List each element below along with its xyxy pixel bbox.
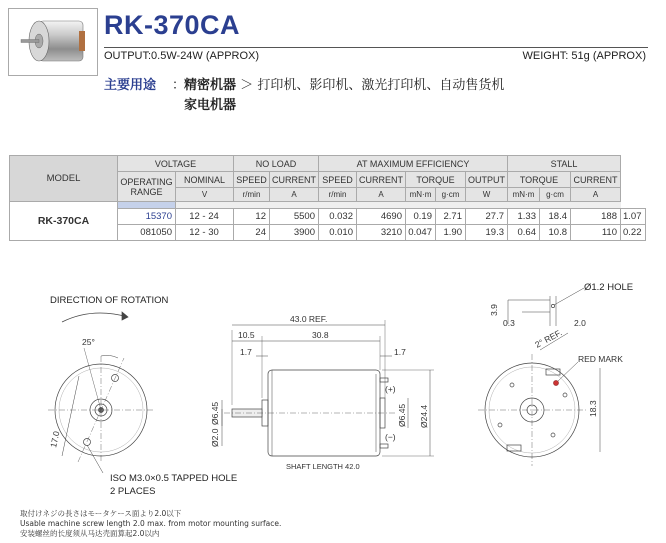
dim-18-3-label: 18.3: [588, 400, 598, 417]
front-view: [48, 312, 154, 473]
red-mark-label: RED MARK: [578, 354, 623, 364]
rear-vent-1: [510, 383, 514, 387]
tapped-leader: [87, 445, 103, 473]
group-no-load: NO LOAD: [234, 156, 319, 172]
model-title: RK-370CA: [104, 10, 241, 40]
tapped-hole-label-2: 2 PLACES: [110, 486, 156, 497]
dim-d645a-label: Ø6.45: [210, 401, 220, 425]
red-mark-leader: [558, 362, 578, 381]
dim-1-7a-label: 1.7: [240, 347, 252, 357]
dim-d2-label: Ø2.0: [210, 428, 220, 447]
applications-arrow: ＞: [240, 78, 254, 93]
h-nominal: NOMINAL: [176, 172, 234, 188]
dim-d244-label: Ø24.4: [419, 404, 429, 428]
spec-table: [9, 155, 646, 241]
applications-line-1: [184, 74, 504, 93]
side-view: [222, 320, 434, 456]
dim-1-7b-label: 1.7: [394, 347, 406, 357]
title-divider: [104, 47, 648, 48]
angle-25-label: 25°: [82, 337, 95, 347]
u-st-torque-mnm: mN·m: [508, 188, 540, 202]
me-output-cell: 0.64: [508, 225, 540, 241]
nl-speed-cell: 5500: [270, 209, 319, 225]
u-me-speed: r/min: [319, 188, 357, 202]
st-torque-mnm-cell: 10.8: [540, 225, 571, 241]
weight-rating: WEIGHT: 51g (APPROX): [522, 50, 646, 62]
rotation-arrow: [62, 313, 128, 322]
nominal-cell: 12: [234, 209, 270, 225]
dim-3-9-label: 3.9: [489, 304, 499, 316]
h-me-speed: SPEED: [319, 172, 357, 188]
me-torque-gcm-cell: 19.3: [466, 225, 508, 241]
dim-30-8-label: 30.8: [312, 330, 329, 340]
u-me-torque-gcm: g·cm: [436, 188, 466, 202]
code-cell: 081050: [118, 225, 176, 241]
applications-label: 主要用途: [104, 78, 157, 93]
h-me-output: OUTPUT: [466, 172, 508, 188]
me-torque-gcm-cell: 27.7: [466, 209, 508, 225]
u-me-output: W: [466, 188, 508, 202]
nl-speed-cell: 3900: [270, 225, 319, 241]
h-me-torque: TORQUE: [406, 172, 466, 188]
u-nl-speed: r/min: [234, 188, 270, 202]
st-torque-mnm-cell: 18.4: [540, 209, 571, 225]
me-torque-mnm-cell: 2.71: [436, 209, 466, 225]
h-nl-speed: SPEED: [234, 172, 270, 188]
minus-terminal: (−): [385, 432, 396, 442]
applications-items: 打印机、影印机、激光打印机、自动售货机: [257, 78, 505, 93]
applications-primary: 精密机器: [184, 78, 237, 93]
hole-leader: [554, 288, 584, 305]
angle-arc: [101, 355, 118, 358]
applications-colon: ：: [172, 78, 186, 93]
applications-secondary: 家电机器: [184, 98, 237, 113]
dim-17-label: 17.0: [48, 430, 62, 449]
terminal-minus: [380, 444, 388, 448]
me-output-cell: 1.33: [508, 209, 540, 225]
dim-43-label: 43.0 REF.: [290, 314, 328, 324]
hole-label: Ø1.2 HOLE: [584, 282, 634, 293]
rear-vent-4: [563, 393, 567, 397]
nl-current-cell: 0.032: [319, 209, 357, 225]
col-model: MODEL: [10, 156, 118, 202]
h-me-current: CURRENT: [357, 172, 406, 188]
rear-terminal-bottom: [507, 445, 521, 451]
u-me-current: A: [357, 188, 406, 202]
dim-10-5-label: 10.5: [238, 330, 255, 340]
shaft-length: SHAFT LENGTH 42.0: [286, 462, 360, 471]
nl-current-cell: 0.010: [319, 225, 357, 241]
terminal-plus: [380, 378, 388, 382]
u-st-current: A: [571, 188, 621, 202]
rear-vent-3: [498, 423, 502, 427]
tapped-hole-bottom: [84, 439, 91, 446]
st-torque-gcm-cell: 110: [571, 225, 621, 241]
h-st-torque: TORQUE: [508, 172, 571, 188]
h-range: RANGE: [130, 186, 163, 197]
st-current-cell: 0.22: [621, 225, 646, 241]
group-stall: STALL: [508, 156, 621, 172]
gap-cell: [176, 202, 621, 209]
st-torque-gcm-cell: 188: [571, 209, 621, 225]
nominal-cell: 24: [234, 225, 270, 241]
code-cell: 15370: [118, 209, 176, 225]
motor-photo: [8, 8, 98, 76]
h-st-current: CURRENT: [571, 172, 621, 188]
me-speed-cell: 4690: [357, 209, 406, 225]
dim-2-0-label: 2.0: [574, 318, 586, 328]
model-name-cell: RK-370CA: [10, 202, 118, 241]
h-nl-current: CURRENT: [270, 172, 319, 188]
plus-terminal: (+): [385, 384, 396, 394]
me-current-cell: 0.19: [406, 209, 436, 225]
u-st-torque-gcm: g·cm: [540, 188, 571, 202]
h-operating: OPERATING: [120, 176, 173, 187]
dim-d645b-label: Ø6.45: [397, 403, 407, 427]
rear-vent-2: [551, 433, 555, 437]
range-cell: 12 - 30: [176, 225, 234, 241]
output-rating: OUTPUT:0.5W-24W (APPROX): [104, 50, 260, 62]
angle-2-ref-label: 2° REF.: [533, 327, 564, 350]
footnote-cn: 安装螺丝的长度须从马达壳面算起2.0以内: [20, 529, 160, 538]
angle-ref-line: [84, 348, 101, 410]
me-torque-mnm-cell: 1.90: [436, 225, 466, 241]
motor-image: [9, 9, 97, 75]
u-nl-current: A: [270, 188, 319, 202]
u-nominal: V: [176, 188, 234, 202]
st-current-cell: 1.07: [621, 209, 646, 225]
me-current-cell: 0.047: [406, 225, 436, 241]
dim-0-3-label: 0.3: [503, 318, 515, 328]
gap-cell: [118, 202, 176, 209]
tapped-hole-label-1: ISO M3.0×0.5 TAPPED HOLE: [110, 473, 238, 484]
range-cell: 12 - 24: [176, 209, 234, 225]
red-mark-dot: [554, 381, 559, 386]
footnote-jp: 取付けネジの長さはモータケース面より2.0以下: [20, 509, 182, 518]
me-speed-cell: 3210: [357, 225, 406, 241]
rear-terminal-top: [546, 369, 560, 375]
footnote-en: Usable machine screw length 2.0 max. from motor mounting surface.: [20, 519, 282, 528]
h-operating-range: [118, 172, 176, 202]
group-voltage: VOLTAGE: [118, 156, 234, 172]
technical-drawing: [0, 282, 666, 506]
u-me-torque-mnm: mN·m: [406, 188, 436, 202]
rotation-arrowhead: [122, 312, 128, 320]
group-max-efficiency: AT MAXIMUM EFFICIENCY: [319, 156, 508, 172]
direction-of-rotation: DIRECTION OF ROTATION: [50, 295, 169, 306]
footnotes: [20, 509, 281, 539]
